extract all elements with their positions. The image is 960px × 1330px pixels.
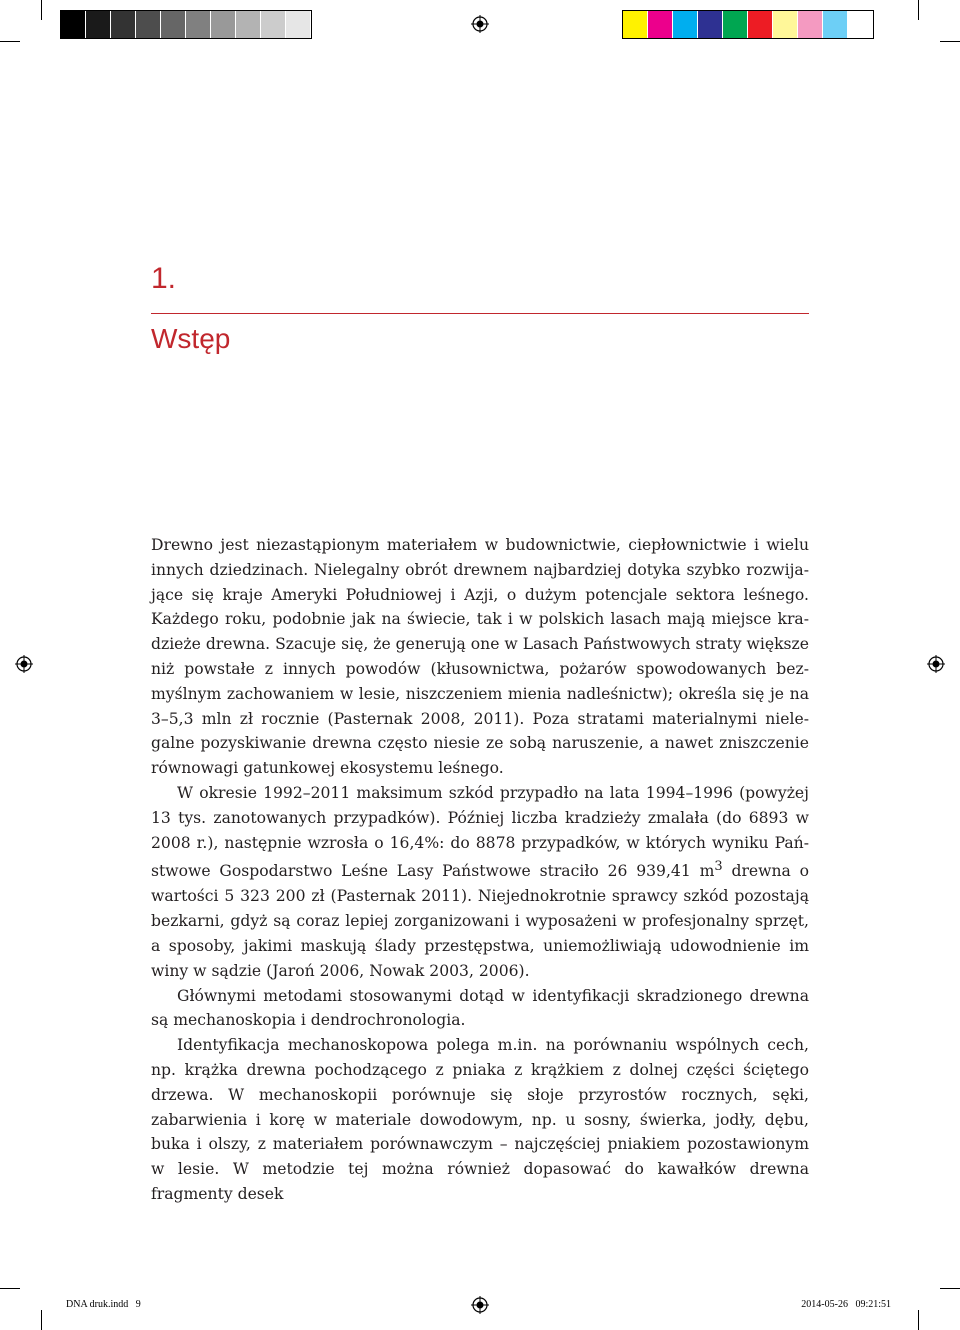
color-swatch bbox=[848, 11, 873, 38]
color-swatch bbox=[698, 11, 723, 38]
paragraph-text: W okresie 1992–2011 maksimum szkód przypadło na lata 1994–1996 (powyżej 13 tys. zanotowanych przypadków). Później liczba kradzieży zmalała (do 6893 w 2008 r.), następnie wzrosła o 16,4%: do 8878 przypadków, w których wyniku Państwowe Gospodarstwo Leśne Lasy Państwowe straciło 26 939,41 m bbox=[151, 783, 809, 881]
chapter-divider bbox=[151, 313, 809, 314]
crop-mark bbox=[940, 41, 960, 42]
superscript: 3 bbox=[714, 859, 723, 875]
color-swatch bbox=[648, 11, 673, 38]
slug-filename: DNA druk.indd 9 bbox=[66, 1299, 141, 1310]
paragraph-text: drewna o wartości 5 323 200 zł (Pasternak 2011). Niejednokrotnie sprawcy szkód pozostają bezkarni, gdyż są coraz lepiej zorganizowani i wyposażeni w profesjonalny sprzęt, a sposoby, jakimi maskują ślady przestępstwa, uniemożliwiają udowodnienie im winy w sądzie (Jaroń 2006, Nowak 2003, 2006). bbox=[151, 862, 810, 980]
color-swatch bbox=[236, 11, 261, 38]
process-color-bar bbox=[623, 11, 873, 38]
color-swatch bbox=[798, 11, 823, 38]
paragraph bbox=[151, 781, 809, 984]
color-swatch bbox=[823, 11, 848, 38]
crop-mark bbox=[0, 41, 20, 42]
paragraph: Drewno jest niezastąpionym materiałem w budownictwie, ciepłownictwie i wielu innych dziedzinach. Nielegalny obrót drewnem najbardziej dotyka szybko rozwijające się kraje Ameryki Południowej i Azji, o dużym potencjale sektora leśnego. Każdego roku, podobnie jak na świecie, tak i w polskich lasach mają miejsce kradzieże drewna. Szacuje się, że generują one w Lasach Państwowych straty większe niż powstałe z innych powodów (kłusownictwa, pożarów spowodowanych bezmyślnym zachowaniem w lesie, niszczeniem mienia nadleśnictw); określa się je na 3–5,3 mln zł rocznie (Pasternak 2008, 2011). Poza stratami materialnymi nielegalne pozyskiwanie drewna często niesie ze sobą naruszenie, a nawet zniszczenie równowagi gatunkowej ekosystemu leśnego. bbox=[151, 536, 809, 778]
crop-mark bbox=[918, 0, 919, 20]
color-swatch bbox=[261, 11, 286, 38]
color-swatch bbox=[61, 11, 86, 38]
color-swatch bbox=[86, 11, 111, 38]
chapter-number: 1. bbox=[151, 262, 177, 295]
paragraph: Głównymi metodami stosowanymi dotąd w identyfikacji skradzionego drewna są mechanoskopia i dendrochronologia. bbox=[151, 986, 809, 1030]
registration-mark-icon bbox=[471, 15, 489, 33]
color-swatch bbox=[748, 11, 773, 38]
registration-mark-icon bbox=[471, 1296, 489, 1314]
crop-mark bbox=[0, 1288, 20, 1289]
paragraph: Identyfikacja mechanoskopowa polega m.in. na porównaniu wspólnych cech, np. krążka drewna pochodzącego z pniaka z krążkiem z dolnej części ściętego drzewa. W mechanoskopii porównuje się słoje przyrostów rocznych, sęki, zabarwienia i korę w materiale dowodowym, np. u sosny, świerka, jodły, dębu, buka i olszy, z materiałem porównawczym – najczęściej pniakiem pozostawionym w lesie. W metodzie tej można również dopasować do kawałków drewna fragmenty desek bbox=[151, 1036, 809, 1203]
color-swatch bbox=[111, 11, 136, 38]
color-swatch bbox=[161, 11, 186, 38]
body-text bbox=[151, 533, 809, 1207]
color-swatch bbox=[623, 11, 648, 38]
grayscale-color-bar bbox=[61, 11, 311, 38]
color-swatch bbox=[136, 11, 161, 38]
crop-mark bbox=[940, 1288, 960, 1289]
color-swatch bbox=[211, 11, 236, 38]
color-swatch bbox=[773, 11, 798, 38]
slug-timestamp: 2014-05-26 09:21:51 bbox=[801, 1299, 891, 1310]
crop-mark bbox=[41, 0, 42, 20]
chapter-title: Wstęp bbox=[151, 323, 231, 354]
registration-mark-icon bbox=[927, 655, 945, 673]
color-swatch bbox=[286, 11, 311, 38]
crop-mark bbox=[41, 1310, 42, 1330]
registration-mark-icon bbox=[15, 655, 33, 673]
color-swatch bbox=[186, 11, 211, 38]
color-swatch bbox=[673, 11, 698, 38]
color-swatch bbox=[723, 11, 748, 38]
crop-mark bbox=[918, 1310, 919, 1330]
